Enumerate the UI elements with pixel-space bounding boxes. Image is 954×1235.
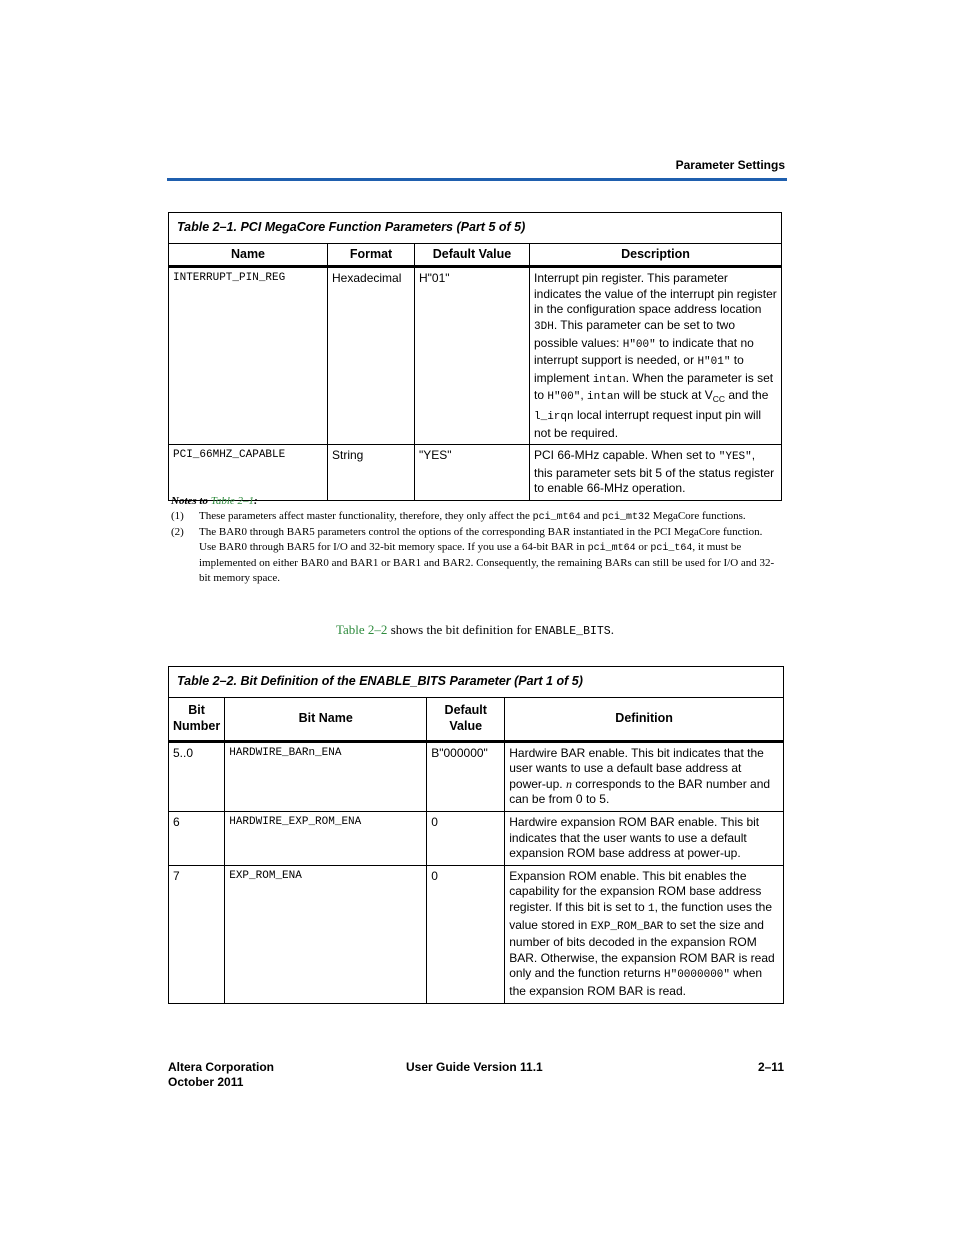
param-default: "YES" (415, 445, 530, 501)
table-header-row (169, 243, 782, 267)
table-header-row (169, 697, 784, 741)
table-row (169, 741, 784, 811)
param-description: PCI 66-MHz capable. When set to "YES", this parameter sets bit 5 of the status register to enable 66-MHz operation. (530, 445, 782, 501)
column-header-name: Name (169, 243, 328, 267)
column-header-bit-name: Bit Name (225, 697, 427, 741)
footer-date: October 2011 (168, 1075, 244, 1089)
page-number: 2–11 (757, 1060, 784, 1074)
bit-definition: Hardwire BAR enable. This bit indicates that the user wants to use a default base address at power-up. n corresponds to the BAR number and can be from 0 to 5. (505, 741, 784, 811)
bit-definition: Expansion ROM enable. This bit enables the capability for the expansion ROM base address register. If this bit is set to 1, the function uses the value stored in EXP_ROM_BAR to set the size and number of bits decoded in the expansion ROM BAR. Otherwise, the expansion ROM BAR is read only and the function returns H"0000000" when the expansion ROM BAR is read. (505, 865, 784, 1003)
table-row (169, 267, 782, 445)
bit-name: EXP_ROM_ENA (225, 865, 427, 1003)
footer-left (168, 1060, 274, 1090)
table-caption: Table 2–1. PCI MegaCore Function Parameters (Part 5 of 5) (169, 213, 782, 244)
footer-guide-version: User Guide Version 11.1 (406, 1060, 543, 1074)
table-2-2 (168, 666, 784, 1004)
table-row (169, 445, 782, 501)
notes-title: Notes to Table 2–1: (171, 495, 258, 507)
column-header-default-value: Default Value (427, 697, 505, 741)
table-2-2-link[interactable]: Table 2–2 (336, 622, 388, 637)
bit-number: 6 (169, 811, 225, 865)
note-item: (1) These parameters affect master functionality, therefore, they only affect the pci_mt64 and pci_mt32 MegaCore functions. (171, 510, 746, 523)
note-item: (2) The BAR0 through BAR5 parameters control the options of the corresponding BAR instantiated in the PCI MegaCore function. Use BAR0 through BAR5 for I/O and 32-bit memory space. If you use a 64-bit BAR in pci_mt64 or pci_t64, it must be implemented on either BAR0 and BAR1 or BAR1 and BAR2. Consequently, the remaining BARs can still be used for I/O and 32-bit memory space. (171, 526, 775, 584)
table-2-1 (168, 212, 782, 501)
param-format: String (328, 445, 415, 501)
bit-default: 0 (427, 811, 505, 865)
param-name: INTERRUPT_PIN_REG (169, 267, 328, 445)
column-header-definition: Definition (505, 697, 784, 741)
bit-number: 5..0 (169, 741, 225, 811)
bit-definition: Hardwire expansion ROM BAR enable. This bit indicates that the user wants to use a default expansion ROM base address at power-up. (505, 811, 784, 865)
footer-company: Altera Corporation (168, 1060, 275, 1074)
bit-name: HARDWIRE_EXP_ROM_ENA (225, 811, 427, 865)
column-header-description: Description (530, 243, 782, 267)
column-header-default-value: Default Value (415, 243, 530, 267)
table-notes (171, 494, 781, 586)
table-2-1-link[interactable]: Table 2–1 (210, 495, 255, 507)
bit-name: HARDWIRE_BARn_ENA (225, 741, 427, 811)
bit-default: 0 (427, 865, 505, 1003)
param-default: H"01" (415, 267, 530, 445)
bit-number: 7 (169, 865, 225, 1003)
column-header-format: Format (328, 243, 415, 267)
param-name: PCI_66MHZ_CAPABLE (169, 445, 328, 501)
param-description: Interrupt pin register. This parameter indicates the value of the interrupt pin register in the configuration space address location 3DH. This parameter can be set to two possible values: H"00" to indicate that no interrupt support is needed, or H"01" to implement intan. When the parameter is set to H"00", intan will be stuck at $V_{CC}$ and the l_irqn local interrupt request input pin will not be required. (530, 267, 782, 445)
running-header-title: Parameter Settings (675, 158, 785, 172)
param-format: Hexadecimal (328, 267, 415, 445)
header-rule (167, 178, 787, 181)
table-row (169, 865, 784, 1003)
bit-default: B"000000" (427, 741, 505, 811)
table-caption: Table 2–2. Bit Definition of the ENABLE_BITS Parameter (Part 1 of 5) (169, 667, 784, 698)
table-row (169, 811, 784, 865)
column-header-bit-number: Bit Number (169, 697, 225, 741)
table-2-2-intro: Table 2–2 shows the bit definition for ENABLE_BITS. (336, 622, 614, 638)
